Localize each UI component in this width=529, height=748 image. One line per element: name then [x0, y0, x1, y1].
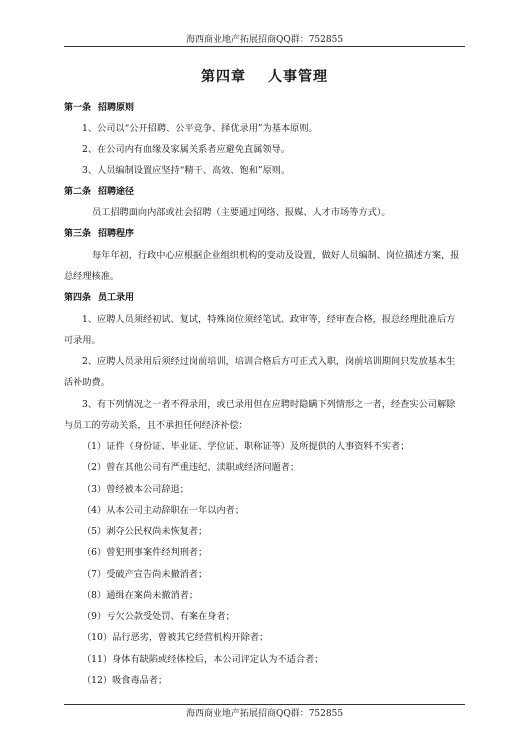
chapter-title — [64, 66, 465, 86]
paragraph-line: 1、公司以“公开招聘、公平竞争、择优录用”为基本原则。 — [82, 123, 318, 134]
paragraph-line: 总经理核准。 — [64, 271, 120, 282]
section-heading: 第三条 招聘程序 — [64, 229, 135, 239]
paragraph-line: 3、人员编制设置应坚持“精干、高效、饱和”原则。 — [82, 165, 291, 176]
list-item: （10）品行恶劣，曾被其它经营机构开除者； — [82, 632, 269, 643]
header-divider — [64, 46, 465, 47]
list-item: （1）证件（身份证、毕业证、学位证、职称证等）及所提供的人事资料不实者； — [82, 441, 410, 452]
paragraph-line: 2、应聘人员录用后须经过岗前培训，培训合格后方可正式入职，岗前培训期间只发放基本生 — [82, 356, 456, 367]
list-item: （8）通缉在案尚未撤消者； — [82, 590, 199, 601]
page-footer: 海西商业地产拓展招商QQ群：752855 — [185, 709, 344, 719]
paragraph-line: 活补助费。 — [64, 377, 110, 388]
list-item: （4）从本公司主动辞职在一年以内者； — [82, 505, 245, 516]
chapter-number: 第四章 — [201, 69, 246, 85]
list-item: （7）受破产宣告尚未撤消者； — [82, 569, 208, 580]
list-item: （3）曾经被本公司辞退； — [82, 484, 189, 495]
chapter-name: 人事管理 — [268, 69, 328, 85]
paragraph-line: 每年年初，行政中心应根据企业组织机构的变动及设置，做好人员编制、岗位描述方案，报 — [92, 250, 460, 261]
section-heading: 第一条 招聘原则 — [64, 103, 135, 113]
paragraph-line: 可录用。 — [64, 335, 101, 346]
list-item: （2）曾在其他公司有严重违纪、渎职或经济问题者； — [82, 462, 300, 473]
list-item: （5）剥夺公民权尚未恢复者； — [82, 526, 208, 537]
footer-divider — [64, 704, 465, 705]
list-item: （12）吸食毒品者； — [82, 675, 168, 686]
paragraph-line: 与员工的劳动关系，且不承担任何经济补偿： — [64, 420, 248, 431]
page-header: 海西商业地产拓展招商QQ群：752855 — [185, 35, 344, 45]
list-item: （11）身体有缺陷或经体检后，本公司评定认为不适合者； — [82, 654, 324, 665]
paragraph-line: 2、在公司内有血缘及家属关系者应避免直属领导。 — [82, 144, 290, 155]
paragraph-line: 3、有下列情况之一者不得录用，或已录用但在应聘时隐瞒下列情形之一者，经查实公司解除 — [82, 399, 456, 410]
list-item: （6）曾犯刑事案件经判刑者； — [82, 547, 208, 558]
paragraph-line: 员工招聘面向内部或社会招聘（主要通过网络、报媒、人才市场等方式）。 — [92, 207, 391, 218]
paragraph-line: 1、应聘人员须经初试、复试，特殊岗位须经笔试、政审等，经审查合格，报总经理批准后方 — [82, 314, 456, 325]
section-heading: 第二条 招聘途径 — [64, 187, 135, 197]
list-item: （9）亏欠公款受处罚、有案在身者； — [82, 611, 235, 622]
section-heading: 第四条 员工录用 — [64, 293, 135, 303]
